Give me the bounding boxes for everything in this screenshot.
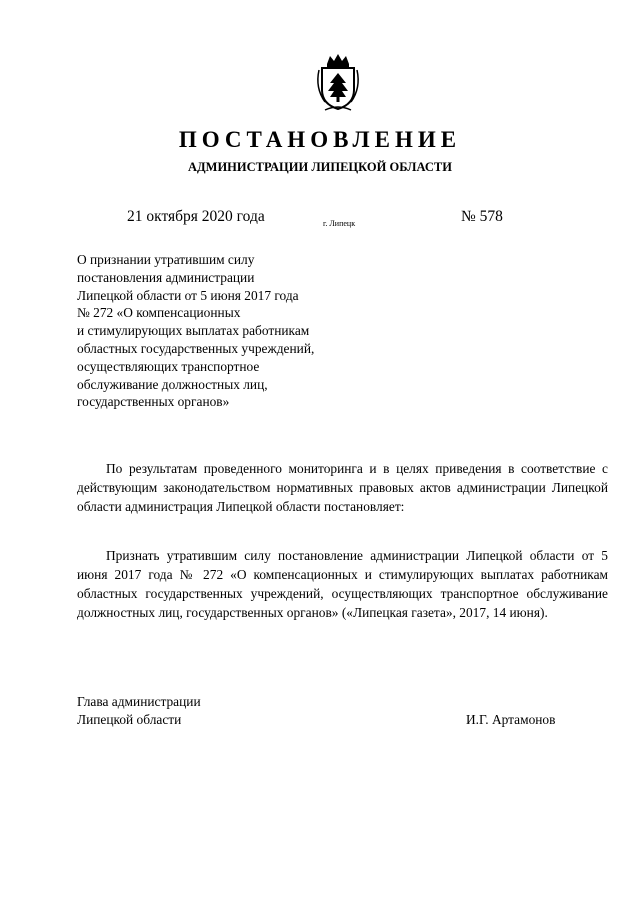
subject-line: обслуживание должностных лиц,	[77, 376, 268, 392]
body-paragraph-preamble: По результатам проведенного мониторинга и в целях приведения в соответствие с действующим законодательством нормативных правовых актов администрации Липецкой области администрация Липецкой области постановляет:	[77, 461, 608, 515]
signature-position	[77, 693, 201, 729]
document-title: ПОСТАНОВЛЕНИЕ	[178, 127, 462, 152]
signature-position-line: Глава администрации	[77, 694, 201, 709]
coat-of-arms-icon	[313, 52, 363, 112]
subject-line: осуществляющих транспортное	[77, 358, 260, 374]
subject-line: № 272 «О компенсационных	[77, 305, 241, 321]
subject-line: и стимулирующих выплатах работникам	[77, 323, 310, 339]
subject-line: областных государственных учреждений,	[77, 340, 315, 356]
signature-position-line: Липецкой области	[77, 712, 182, 727]
document-number: № 578	[461, 208, 503, 225]
body-paragraph-resolution: Признать утратившим силу постановление администрации Липецкой области от 5 июня 2017 года № 272 «О компенсационных и стимулирующих выплатах работникам областных государственных учреждений, осуществляющих транспортное обслуживание должностных лиц, государственных органов» («Липецкая газета», 2017, 14 июня).	[77, 548, 608, 621]
document-city: г. Липецк	[323, 219, 356, 228]
document-date: 21 октября 2020 года	[127, 208, 265, 225]
subject-line: Липецкой области от 5 июня 2017 года	[77, 287, 299, 303]
document-subject	[77, 251, 377, 411]
document-subtitle: АДМИНИСТРАЦИИ ЛИПЕЦКОЙ ОБЛАСТИ	[188, 160, 452, 174]
subject-line: государственных органов»	[77, 394, 230, 410]
subject-line: О признании утратившим силу	[77, 252, 255, 267]
signature-name: И.Г. Артамонов	[466, 712, 556, 727]
subject-line: постановления администрации	[77, 269, 255, 285]
